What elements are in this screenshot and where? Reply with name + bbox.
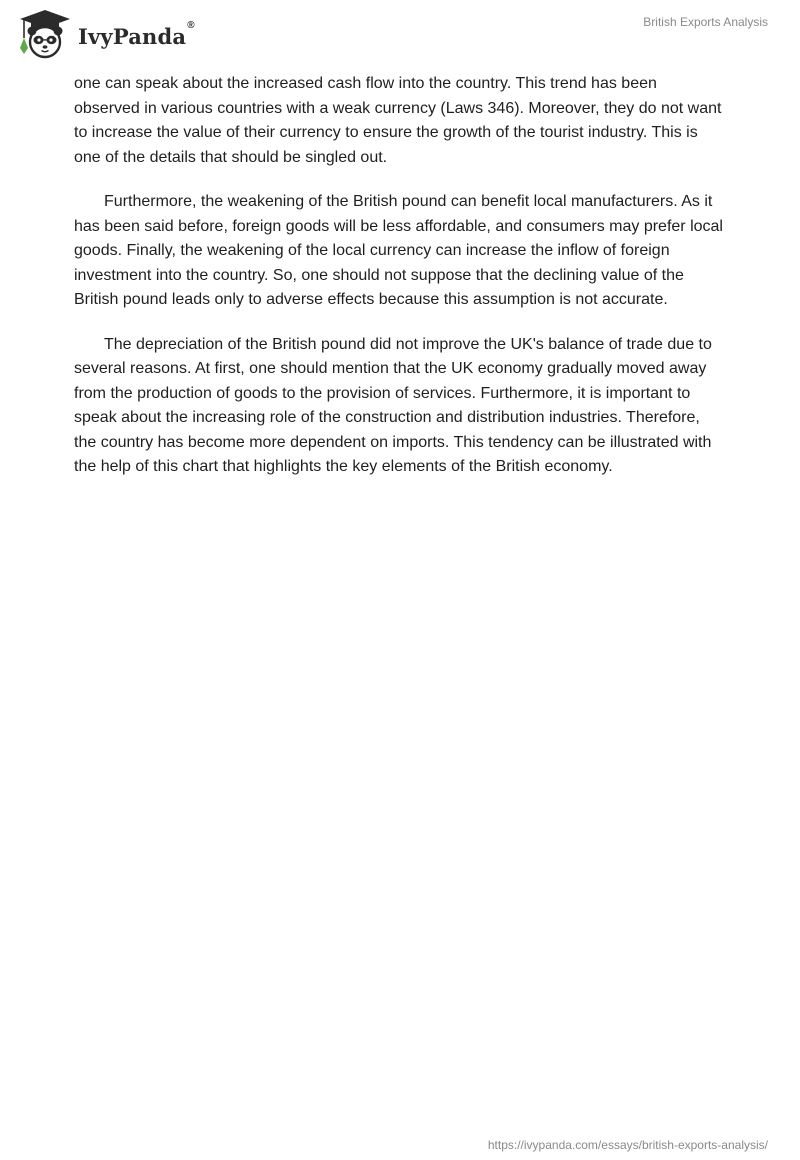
paragraph-3: The depreciation of the British pound did not improve the UK's balance of trade due to several reasons. At first, one should mention that the UK economy gradually moved away from the production of goods to the provision of services. Furthermore, it is important to speak about the increasing role of the construction and distribution industries. Therefore, the country has become more dependent on imports. This tendency can be illustrated with the help of this chart that highlights the key elements of the British economy.: [74, 335, 712, 475]
document-title: British Exports Analysis: [643, 15, 768, 29]
ivypanda-logo[interactable]: [14, 8, 195, 60]
brand-name: IvyPanda®: [78, 19, 195, 49]
registered-mark: ®: [187, 19, 195, 31]
paragraph-2: Furthermore, the weakening of the British pound can benefit local manufacturers. As it has been said before, foreign goods will be less affordable, and consumers may prefer local goods. Finally, the weakening of the local currency can increase the inflow of foreign investment into the country. So, one should not suppose that the declining value of the British pound leads only to adverse effects because this assumption is not accurate.: [74, 193, 723, 308]
panda-graduate-icon: [14, 8, 76, 60]
essay-content: [74, 72, 726, 500]
paragraph-1: one can speak about the increased cash flow into the country. This trend has been observed in various countries with a weak currency (Laws 346). Moreover, they do not want to increase the value of their currency to ensure the growth of the tourist industry. This is one of the details that should be singled out.: [74, 75, 722, 166]
page-header: [0, 0, 800, 70]
source-url[interactable]: https://ivypanda.com/essays/british-exports-analysis/: [487, 1138, 768, 1152]
